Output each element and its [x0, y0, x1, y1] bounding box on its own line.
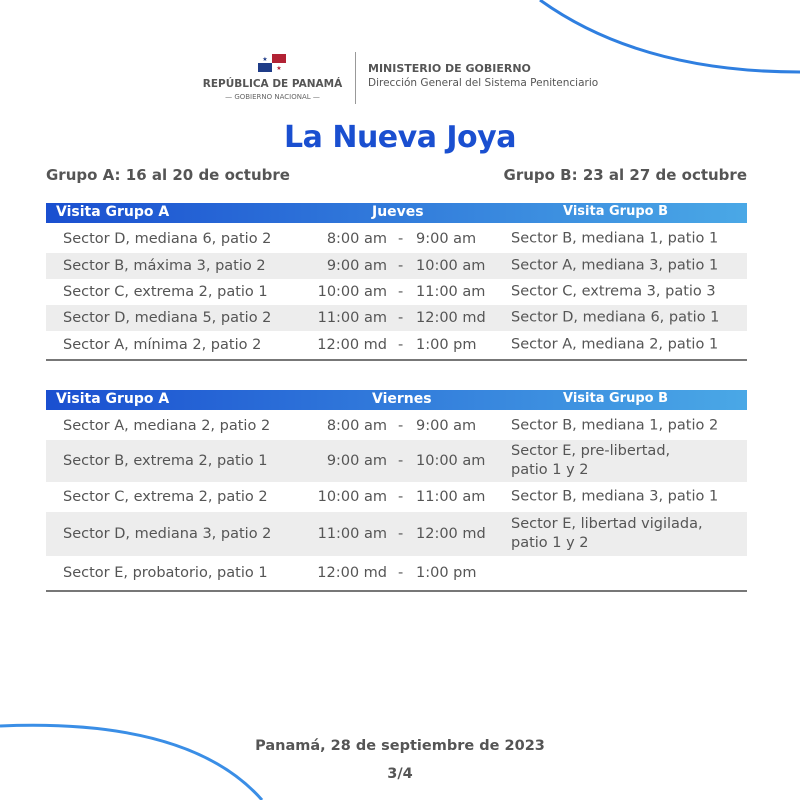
- page-number: 3/4: [387, 766, 413, 782]
- direccion-label: Dirección General del Sistema Penitenciario: [368, 77, 599, 89]
- table-row: [46, 331, 747, 359]
- table-row: [46, 512, 747, 556]
- divider: [355, 52, 356, 104]
- end-time: 1:00 pm: [416, 565, 477, 581]
- time-separator: -: [398, 489, 404, 505]
- time-separator: -: [398, 565, 404, 581]
- visita-b-cell: Sector A, mediana 2, patio 1: [511, 336, 719, 353]
- time-separator: -: [398, 310, 404, 326]
- visita-a-cell: Sector B, máxima 3, patio 2: [63, 258, 266, 274]
- start-time: 9:00 am: [326, 453, 387, 469]
- start-time: 10:00 am: [317, 489, 387, 505]
- visita-b-cell: Sector A, mediana 3, patio 1: [511, 257, 719, 274]
- table-row: [46, 305, 747, 331]
- grupo-b-dates: Grupo B: 23 al 27 de octubre: [503, 166, 747, 184]
- gobierno-label: — GOBIERNO NACIONAL —: [225, 93, 320, 101]
- header-visita-a: Visita Grupo A: [56, 204, 170, 220]
- visita-a-cell: Sector B, extrema 2, patio 1: [63, 453, 268, 469]
- header-day: Viernes: [372, 391, 432, 407]
- start-time: 10:00 am: [317, 284, 387, 300]
- start-time: 9:00 am: [326, 258, 387, 274]
- footer-date: Panamá, 28 de septiembre de 2023: [255, 738, 545, 754]
- end-time: 1:00 pm: [416, 337, 477, 353]
- start-time: 12:00 md: [317, 565, 387, 581]
- start-time: 11:00 am: [317, 526, 387, 542]
- table-row: [46, 253, 747, 279]
- svg-text:★: ★: [276, 65, 282, 72]
- start-time: 12:00 md: [317, 337, 387, 353]
- start-time: 11:00 am: [317, 310, 387, 326]
- visita-b-cell: Sector D, mediana 6, patio 1: [511, 309, 720, 326]
- schedule-table-jueves: [46, 203, 747, 361]
- schedule-table-viernes: [46, 390, 747, 592]
- page-title: La Nueva Joya: [284, 120, 516, 155]
- visita-a-cell: Sector C, extrema 2, patio 1: [63, 284, 268, 300]
- header-logo: [200, 52, 600, 106]
- table-header: [46, 390, 747, 410]
- visita-b-cell: Sector E, libertad vigilada, patio 1 y 2: [511, 516, 703, 551]
- time-separator: -: [398, 258, 404, 274]
- time-separator: -: [398, 526, 404, 542]
- table-row: [46, 225, 747, 253]
- visita-a-cell: Sector D, mediana 3, patio 2: [63, 526, 272, 542]
- header-visita-b: Visita Grupo B: [563, 391, 669, 406]
- visita-a-cell: Sector A, mediana 2, patio 2: [63, 418, 271, 434]
- table-row: [46, 482, 747, 512]
- visita-b-cell: Sector C, extrema 3, patio 3: [511, 283, 716, 300]
- time-separator: -: [398, 453, 404, 469]
- table-row: [46, 279, 747, 305]
- republica-label: REPÚBLICA DE PANAMÁ: [202, 78, 343, 90]
- visita-b-cell: Sector B, mediana 3, patio 1: [511, 488, 719, 505]
- time-separator: -: [398, 231, 404, 247]
- header-day: Jueves: [372, 204, 424, 220]
- visita-a-cell: Sector D, mediana 6, patio 2: [63, 231, 272, 247]
- panama-flag-icon: [258, 54, 286, 72]
- table-row: [46, 412, 747, 440]
- visita-a-cell: Sector A, mínima 2, patio 2: [63, 337, 262, 353]
- header-visita-a: Visita Grupo A: [56, 391, 170, 407]
- start-time: 8:00 am: [326, 231, 387, 247]
- visita-a-cell: Sector E, probatorio, patio 1: [63, 565, 268, 581]
- end-time: 11:00 am: [416, 489, 486, 505]
- decorative-arc-bottom: [0, 725, 262, 800]
- visita-b-cell: Sector B, mediana 1, patio 1: [511, 230, 719, 247]
- table-row: [46, 440, 747, 482]
- end-time: 12:00 md: [416, 526, 486, 542]
- end-time: 9:00 am: [416, 418, 477, 434]
- table-header: [46, 203, 747, 223]
- visita-b-cell: Sector E, pre-libertad, patio 1 y 2: [511, 443, 671, 478]
- end-time: 12:00 md: [416, 310, 486, 326]
- start-time: 8:00 am: [326, 418, 387, 434]
- table-row: [46, 556, 747, 590]
- time-separator: -: [398, 284, 404, 300]
- grupo-a-dates: Grupo A: 16 al 20 de octubre: [46, 166, 290, 184]
- end-time: 11:00 am: [416, 284, 486, 300]
- visita-a-cell: Sector D, mediana 5, patio 2: [63, 310, 272, 326]
- ministerio-label: MINISTERIO DE GOBIERNO: [368, 62, 531, 75]
- end-time: 10:00 am: [416, 453, 486, 469]
- end-time: 9:00 am: [416, 231, 477, 247]
- visita-b-cell: Sector B, mediana 1, patio 2: [511, 417, 719, 434]
- header-visita-b: Visita Grupo B: [563, 204, 669, 219]
- time-separator: -: [398, 418, 404, 434]
- visita-a-cell: Sector C, extrema 2, patio 2: [63, 489, 268, 505]
- time-separator: -: [398, 337, 404, 353]
- svg-text:★: ★: [262, 56, 268, 63]
- end-time: 10:00 am: [416, 258, 486, 274]
